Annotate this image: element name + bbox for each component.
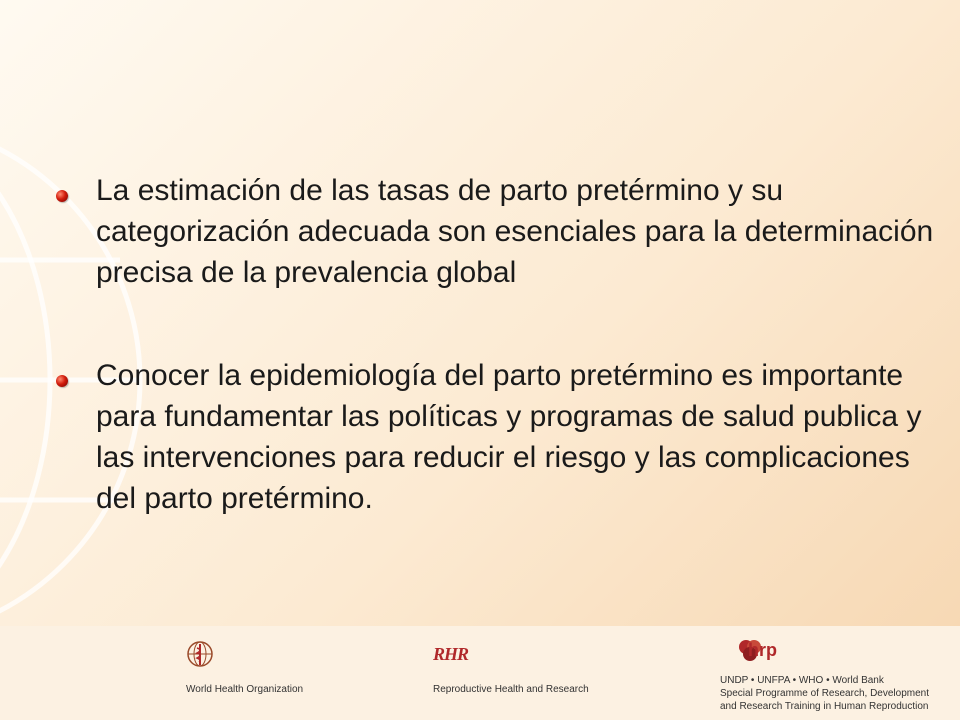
bullet-list bbox=[56, 170, 936, 581]
bullet-dot-icon bbox=[56, 375, 68, 387]
rhr-caption: Reproductive Health and Research bbox=[433, 684, 589, 695]
rhr-logo bbox=[433, 644, 613, 704]
hrp-logo bbox=[720, 638, 950, 720]
rhr-mark: RHR bbox=[433, 644, 469, 664]
hrp-mark: hrp bbox=[748, 640, 777, 660]
hrp-caption-line: UNDP • UNFPA • WHO • World Bank bbox=[720, 675, 884, 686]
bullet-item bbox=[56, 355, 936, 519]
bullet-item bbox=[56, 170, 936, 293]
who-emblem-icon bbox=[186, 640, 214, 668]
who-logo bbox=[186, 640, 326, 700]
hrp-caption-line: and Research Training in Human Reproduction bbox=[720, 701, 929, 712]
bullet-text: Conocer la epidemiología del parto pretérmino es importante para fundamentar las políticas y programas de salud publica y las intervenciones para reducir el riesgo y las complicaciones del parto pretérmino. bbox=[96, 359, 922, 515]
hrp-caption-line: Special Programme of Research, Development bbox=[720, 688, 929, 699]
who-caption: World Health Organization bbox=[186, 684, 304, 695]
hrp-caption bbox=[720, 674, 929, 713]
footer-logo-bar bbox=[0, 626, 960, 720]
bullet-dot-icon bbox=[56, 190, 68, 202]
bullet-text: La estimación de las tasas de parto pretérmino y su categorización adecuada son esenciales para la determinación precisa de la prevalencia global bbox=[96, 174, 934, 289]
